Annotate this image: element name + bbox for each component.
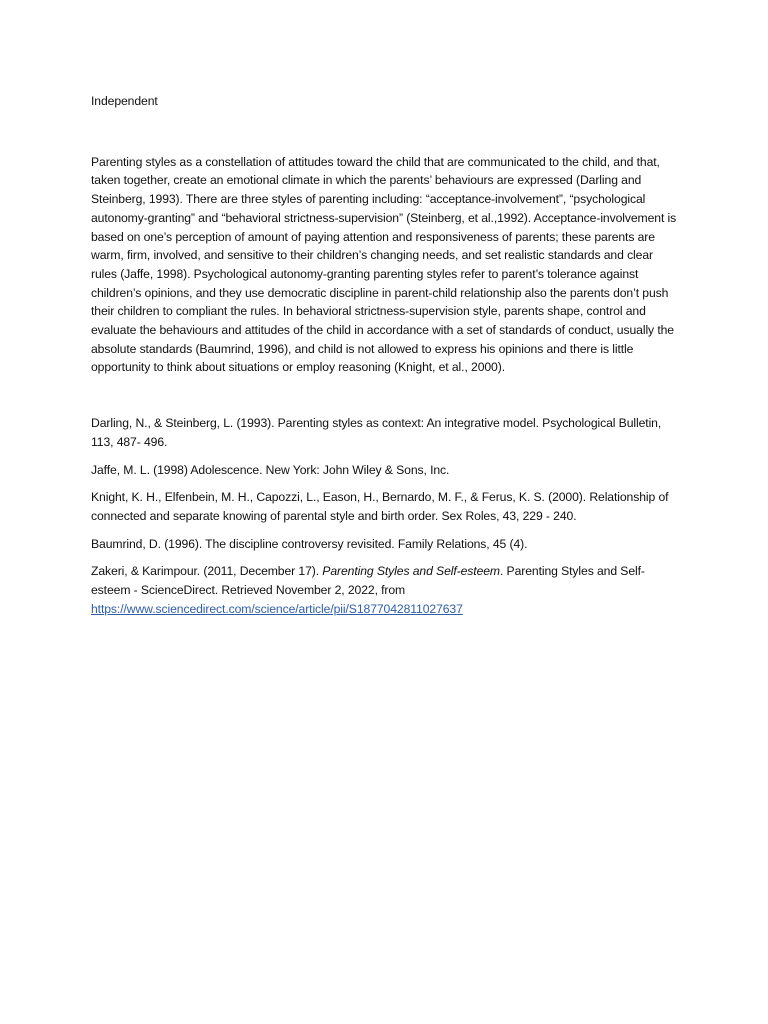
reference-darling: Darling, N., & Steinberg, L. (1993). Parenting styles as context: An integrative model. Psychological Bulletin, 113, 487- 496. [91, 416, 662, 449]
reference-knight: Knight, K. H., Elfenbein, M. H., Capozzi, L., Eason, H., Bernardo, M. F., & Ferus, K. S. (2000). Relationship of connected and separate knowing of parental style and birth order. Sex Roles, 43, 229 - 240. [91, 490, 669, 523]
body-paragraph: Parenting styles as a constellation of attitudes toward the child that are communicated to the child, and that, taken together, create an emotional climate in which the parents’ behaviours are expressed (Darling and Steinberg, 1993). There are three styles of parenting including: “acceptance-involvement”, “psychological autonomy-granting” and “behavioral strictness-supervision” (Steinberg, et al.,1992). Acceptance-involvement is based on one’s perception of amount of paying attention and responsiveness of parents; these parents are warm, firm, involved, and sensitive to their children’s changing needs, and set realistic standards and clear rules (Jaffe, 1998). Psychological autonomy-granting parenting styles refer to parent’s tolerance against children’s opinions, and they use democratic discipline in parent-child relationship also the parents don’t push their children to compliant the rules. In behavioral strictness-supervision style, parents shape, control and evaluate the behaviours and attitudes of the child in accordance with a set of standards of conduct, usually the absolute standards (Baumrind, 1996), and child is not allowed to express his opinions and there is little opportunity to think about situations or employ reasoning (Knight, et al., 2000). [91, 154, 677, 375]
reference-zakeri-prefix: Zakeri, & Karimpour. (2011, December 17). [91, 564, 323, 579]
reference-zakeri-suffix: . Parenting Styles and Self-esteem - ScienceDirect. Retrieved November 2, 2022, from [91, 564, 645, 598]
reference-zakeri-link[interactable]: https://www.sciencedirect.com/science/article/pii/S1877042811027637 [91, 601, 463, 616]
reference-baumrind: Baumrind, D. (1996). The discipline controversy revisited. Family Relations, 45 (4). [91, 536, 528, 551]
document-content [91, 92, 681, 627]
reference-jaffe: Jaffe, M. L. (1998) Adolescence. New York: John Wiley & Sons, Inc. [91, 462, 450, 477]
reference-zakeri-title: Parenting Styles and Self-esteem [322, 564, 500, 579]
section-heading: Independent [91, 94, 158, 108]
reference-zakeri [91, 562, 681, 618]
